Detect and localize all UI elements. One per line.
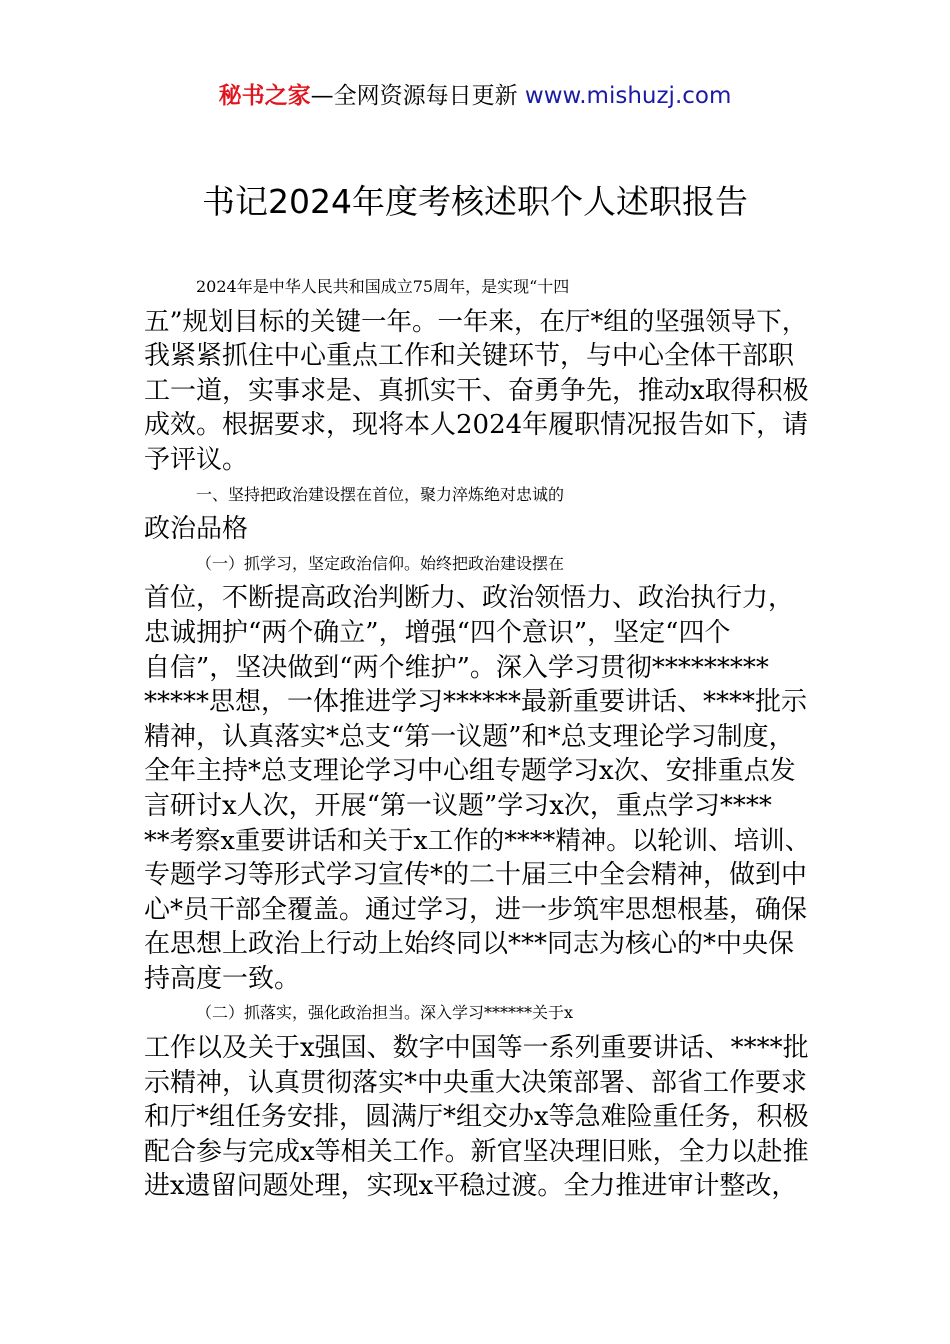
text-line: 我紧紧抓住中心重点工作和关键环节，与中心全体干部职 [144, 341, 795, 372]
site-url-link[interactable]: www.mishuzj.com [524, 83, 732, 109]
text-line: 予评议。 [144, 444, 249, 475]
text-line: 首位，不断提高政治判断力、政治领悟力、政治执行力， [144, 583, 795, 614]
text-line: 五”规划目标的关键一年。一年来，在厅*组的坚强领导下， [144, 306, 808, 337]
text-line: 示精神，认真贯彻落实*中央重大决策部署、部省工作要求 [144, 1067, 808, 1098]
text-line: （二）抓落实，强化政治担当。深入学习******关于x [196, 1003, 574, 1023]
text-line: 全年主持*总支理论学习中心组专题学习x次、安排重点发 [144, 756, 796, 787]
text-line: 言研讨x人次，开展“第一议题”学习x次，重点学习**** [144, 790, 772, 821]
text-line: 进x遗留问题处理，实现x平稳过渡。全力推进审计整改， [144, 1171, 798, 1202]
text-line: 心*员干部全覆盖。通过学习，进一步筑牢思想根基，确保 [144, 894, 808, 925]
text-line: 2024年是中华人民共和国成立75周年，是实现“十四 [196, 277, 570, 296]
text-line: 工作以及关于x强国、数字中国等一系列重要讲话、****批 [144, 1033, 809, 1064]
text-line: 持高度一致。 [144, 963, 301, 994]
brand-name: 秘书之家 [218, 83, 311, 109]
text-line: 精神，认真落实*总支“第一议题”和*总支理论学习制度， [144, 721, 795, 752]
text-line: 成效。根据要求，现将本人2024年履职情况报告如下，请 [144, 410, 809, 441]
site-tagline: —全网资源每日更新 [310, 83, 525, 109]
document-body [144, 270, 814, 1204]
text-line: 和厅*组任务安排，圆满厅*组交办x等急难险重任务，积极 [144, 1102, 809, 1133]
site-header [0, 80, 950, 112]
text-line: 专题学习等形式学习宣传*的二十届三中全会精神，做到中 [144, 860, 808, 891]
text-line: 工一道，实事求是、真抓实干、奋勇争先，推动x取得积极 [144, 375, 809, 406]
document-title: 书记2024年度考核述职个人述职报告 [202, 182, 748, 221]
text-line: 忠诚拥护“两个确立”，增强“四个意识”，坚定“四个 [144, 617, 731, 648]
text-line: （一）抓学习，坚定政治信仰。始终把政治建设摆在 [196, 553, 565, 573]
text-line: 在思想上政治上行动上始终同以***同志为核心的*中央保 [144, 929, 795, 960]
text-line: 自信”，坚决做到“两个维护”。深入学习贯彻********* [144, 652, 769, 683]
text-line: **考察x重要讲话和关于x工作的****精神。以轮训、培训、 [144, 825, 811, 856]
text-line: 配合参与完成x等相关工作。新官坚决理旧账，全力以赴推 [144, 1136, 809, 1167]
text-line: 一、坚持把政治建设摆在首位，聚力淬炼绝对忠诚的 [196, 484, 565, 504]
text-line: 政治品格 [144, 514, 249, 545]
text-line: *****思想，一体推进学习******最新重要讲话、****批示 [144, 687, 808, 718]
